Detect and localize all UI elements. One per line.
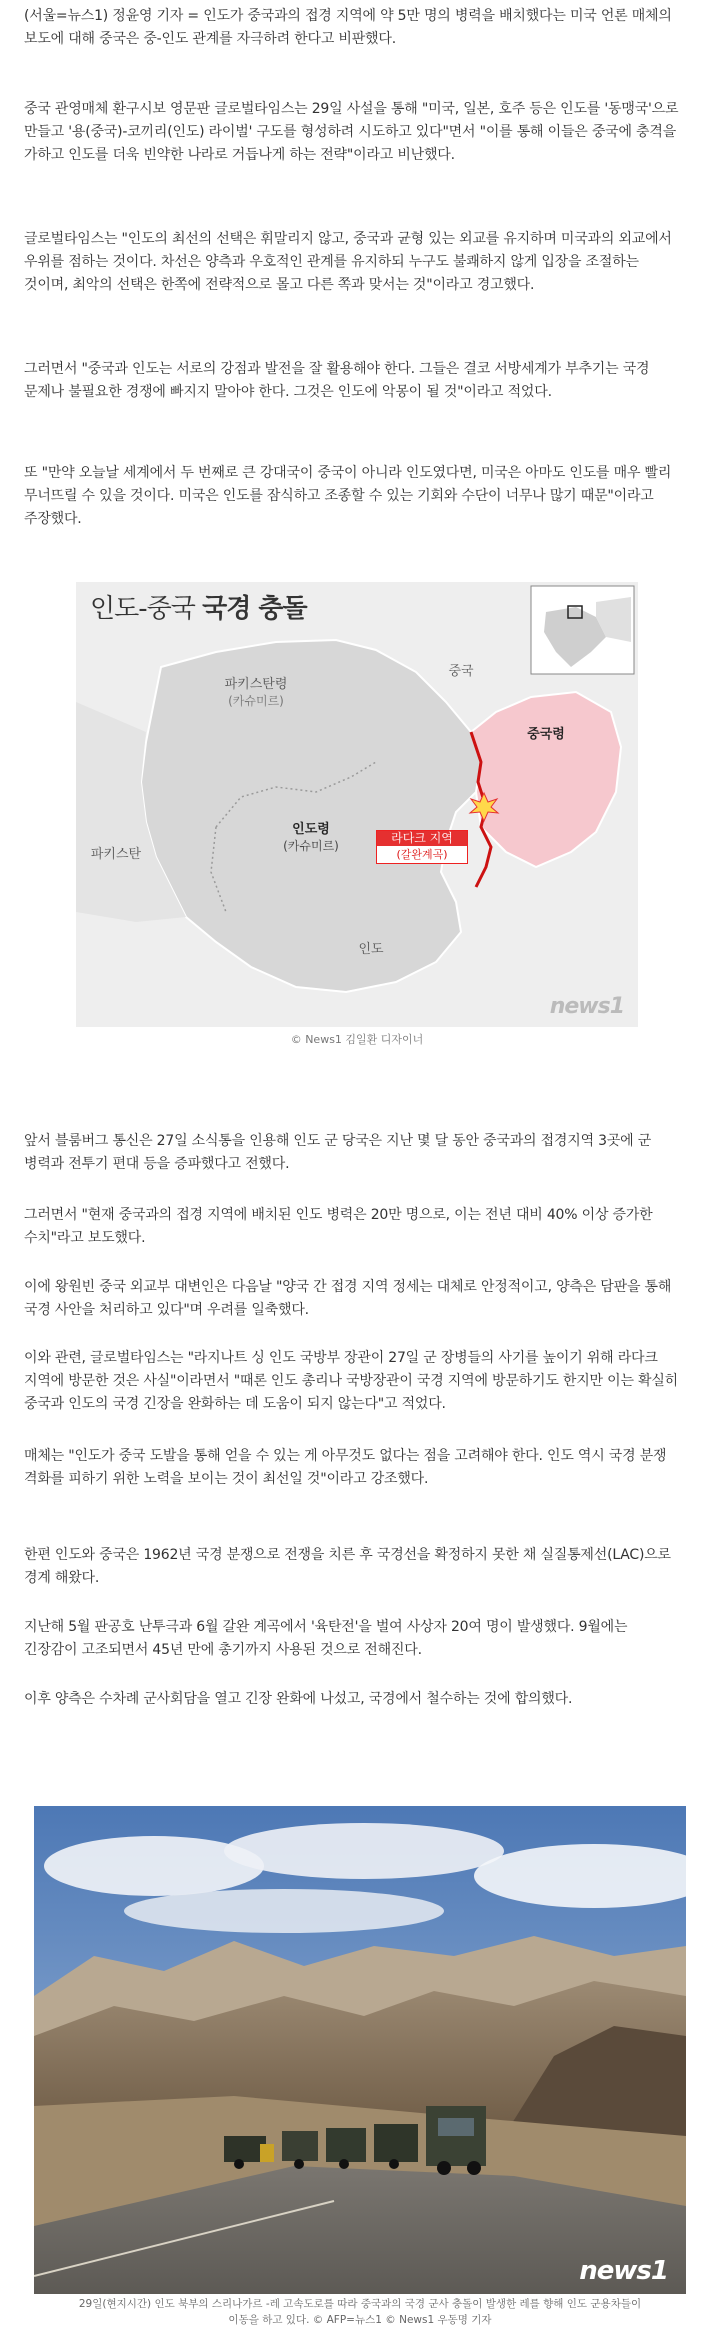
military-convoy-photo [34,1806,686,2294]
paragraph: (서울=뉴스1) 정윤영 기자 = 인도가 중국과의 접경 지역에 약 5만 명의 병력을 배치했다는 미국 언론 매체의 보도에 대해 중국은 중-인도 관계를 자극하려 한다고 비판했다. [24,8,672,47]
label-pakistan: 파키스탄 [90,847,142,862]
photo-caption-line1: 29일(현지시간) 인도 북부의 스리나가르 -레 고속도로를 따라 중국과의 국경 군사 충돌이 발생한 레를 향해 인도 군용차들이 [78,2298,642,2310]
paragraph: 그러면서 "현재 중국과의 접경 지역에 배치된 인도 병력은 20만 명으로, 이는 전년 대비 40% 이상 증가한 수치"라고 보도했다. [24,1207,653,1246]
photo-caption-line2: 이동을 하고 있다. © AFP=뉴스1 © News1 우동명 기자 [228,2314,492,2326]
paragraph: 그러면서 "중국과 인도는 서로의 강점과 발전을 잘 활용해야 한다. 그들은 결코 서방세계가 부추기는 국경 문제나 불필요한 경쟁에 빠지지 말아야 한다. 그것은 인도에 악몽이 될 것"이라고 적었다. [24,361,650,400]
paragraph: 글로벌타임스는 "인도의 최선의 선택은 휘말리지 않고, 중국과 균형 있는 외교를 유지하며 미국과의 외교에서 우위를 점하는 것이다. 차선은 양측과 우호적인 관계를 유지하되 누구도 불쾌하지 않게 입장을 조절하는 것이며, 최악의 선택은 한쪽에 전략적으로 몰고 다른 쪽과 맞서는 것"이라고 경고했다. [24,231,672,293]
label-pakistan-kashmir-title: 파키스탄령 [224,677,288,692]
paragraph: 이후 양측은 수차례 군사회담을 열고 긴장 완화에 나섰고, 국경에서 철수하는 것에 합의했다. [24,1691,573,1707]
paragraph: 이와 관련, 글로벌타임스는 "라지나트 싱 인도 국방부 장관이 27일 군 장병들의 사기를 높이기 위해 라다크 지역에 방문한 것은 사실"이라면서 "때론 인도 총리나 국방장관이 국경 지역에 방문하기도 한지만 이는 확실히 중국과 인도의 국경 긴장을 완화하는 데 도움이 되지 않는다"고 적었다. [24,1350,678,1412]
label-india-kashmir-title: 인도령 [292,822,330,837]
paragraph: 매체는 "인도가 중국 도발을 통해 얻을 수 있는 게 아무것도 없다는 점을 고려해야 한다. 인도 역시 국경 분쟁 격화를 피하기 위한 노력을 보이는 것이 최선일 것"이라고 강조했다. [24,1448,667,1487]
map-title [90,588,307,625]
label-china: 중국 [448,664,474,679]
paragraph: 또 "만약 오늘날 세계에서 두 번째로 큰 강대국이 중국이 아니라 인도였다면, 미국은 아마도 인도를 매우 빨리 무너뜨릴 수 있을 것이다. 미국은 인도를 잠식하고 조종할 수 있는 기회와 수단이 너무나 많기 때문"이라고 주장했다. [24,465,672,527]
news1-watermark: news1 [579,2256,668,2286]
border-conflict-map [76,582,638,1027]
map-title-bold: 국경 충돌 [202,594,307,624]
paragraph: 이에 왕원빈 중국 외교부 대변인은 다음날 "양국 간 접경 지역 정세는 대체로 안정적이고, 양측은 담판을 통해 국경 사안을 처리하고 있다"며 우려를 일축했다. [24,1279,672,1318]
photo-caption [20,2296,700,2328]
label-ladakh [376,830,468,864]
paragraph: 앞서 블룸버그 통신은 27일 소식통을 인용해 인도 군 당국은 지난 몇 달 동안 중국과의 접경지역 3곳에 군 병력과 전투기 편대 등을 증파했다고 전했다. [24,1133,652,1172]
label-india-kashmir [266,822,356,854]
map-title-light: 인도-중국 [90,594,203,624]
map-graphic [76,582,638,1027]
paragraph: 지난해 5월 판공호 난투극과 6월 갈완 계곡에서 '육탄전'을 벌여 사상자 20여 명이 발생했다. 9월에는 긴장감이 고조되면서 45년 만에 총기까지 사용된 것으로 전해진다. [24,1619,628,1658]
map-caption: © News1 김일환 디자이너 [290,1033,424,1046]
label-china-kashmir: 중국령 [527,727,565,742]
paragraph: 중국 관영매체 환구시보 영문판 글로벌타임스는 29일 사설을 통해 "미국, 일본, 호주 등은 인도를 '동맹국'으로 만들고 '용(중국)-코끼리(인도) 라이벌' 구도를 형성하려 시도하고 있다"면서 "이를 통해 이들은 중국에 충격을 가하고 인도를 더욱 빈약한 나라로 거듭나게 하는 전략"이라고 비난했다. [24,101,679,163]
label-ladakh-title: 라다크 지역 [377,831,467,846]
label-pakistan-kashmir-sub: (카슈미르) [228,694,284,708]
news1-watermark: news1 [549,994,624,1019]
label-pakistan-kashmir [206,677,306,709]
paragraph: 한편 인도와 중국은 1962년 국경 분쟁으로 전쟁을 치른 후 국경선을 확정하지 못한 채 실질통제선(LAC)으로 경계 해왔다. [24,1547,671,1586]
label-ladakh-sub: (갈완계곡) [396,848,448,861]
label-india-kashmir-sub: (카슈미르) [283,839,339,853]
photo-graphic [34,1806,686,2294]
label-india: 인도 [358,942,384,957]
